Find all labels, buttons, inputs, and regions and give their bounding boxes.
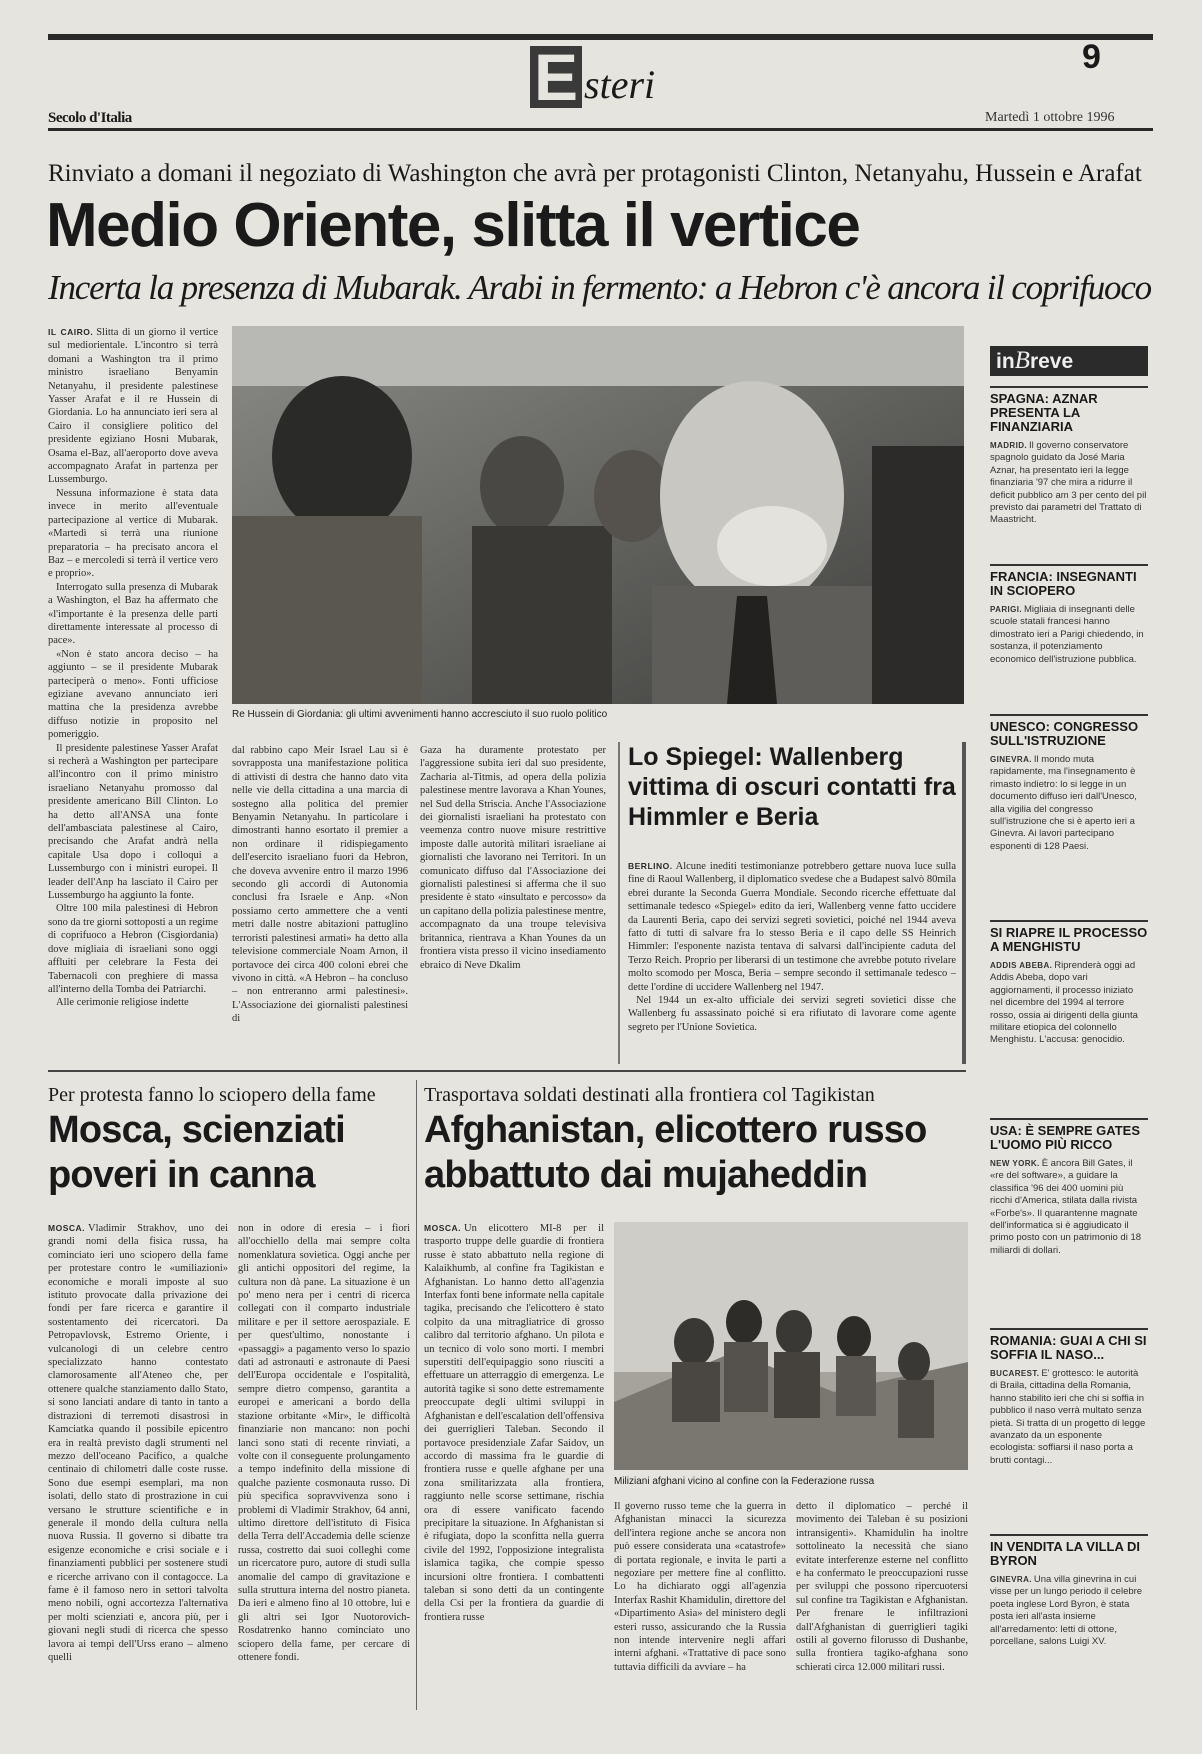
brief-item	[990, 564, 1148, 704]
brief-dateline: MADRID.	[990, 441, 1028, 450]
brief-title: UNESCO: CONGRESSO SULL'ISTRUZIONE	[990, 719, 1139, 748]
brief-text: Migliaia di insegnanti delle scuole statali francesi hanno dimostrato ieri a Parigi chiedendo, in sostanza, il potenziamento economico dell'istruzione pubblica.	[990, 604, 1144, 665]
photo-image	[232, 326, 964, 704]
afghan-text: Un elicottero MI-8 per il trasporto truppe delle guardie di frontiera russe è stato abbattuto nella regione di Kalaikhumb, al confine fra Tagikistan e Afghanistan. Lo hanno detto all'agenzia Interfax fonti bene informate nella capitale tagika, precisando che l'elicottero è stato colpito da una mitragliatrice di grosso calibro dal territorio afghano. Un pilota e un tecnico di volo sono morti. I membri superstiti dell'equipaggio sono riusciti a effettuare un atterraggio di emergenza. Le autorità tagike si sono dette estremamente preoccupate degli ultimi sviluppi in Afghanistan e dell'escalation dell'offensiva dei guerriglieri Taleban. Secondo il portavoce presidenziale Zafar Saidov, un accordo di massima fra le guardie di frontiera russe e quelle afghane per una zona smilitarizzata alla frontiera, raggiunto nelle scorse settimane, rischia ora di essere vanificato facendo precipitare la situazione. In Afghanistan si è rifugiata, dopo la sconfitta nella guerra civile del 1992, l'opposizione integralista islamica tagika, che compie spesso incursioni oltre frontiera. I combattenti taleban si sono detti da un contingente della Csi per la frontiera da guardie di frontiera russe	[424, 1223, 604, 1623]
mosca-headline: Mosca, scienziati poveri in canna	[48, 1109, 345, 1196]
brief-dateline: BUCAREST.	[990, 1369, 1040, 1378]
brief-item	[990, 386, 1148, 554]
main-text: dal rabbino capo Meir Israel Lau si è sovrapposta una manifestazione politica di attivisti di destra che hanno dato vita nelle vie della cittadina a una marcia di sostegno alla politica del premier Benyamin Netanyahu. In particolare i dimostranti hanno esortato il premier a non ordinare il ridispiegamento dell'esercito israeliano fuori da Hebron, che doveva avvenire entro il marzo 1996 secondo gli accordi di Autonomia conclusi fra Israele e Anp. «Non possiamo certo ammettere che a venti metri dalle nostre abitazioni pattuglino terroristi palestinesi armati» ha detto alla televisione commerciale Noam Arnon, il portavoce dei circa 400 coloni ebrei che vivono in città. «A Hebron – ha concluso – non entreranno armi palestinesi». L'Associazione dei giornalisti palestinesi di	[232, 745, 408, 1025]
brief-item	[990, 1118, 1148, 1318]
afghan-kicker: Trasportava soldati destinati alla frontiera col Tagikistan	[424, 1084, 875, 1106]
brief-dateline: GINEVRA.	[990, 1575, 1032, 1584]
mosca-text: Vladimir Strakhov, uno dei grandi nomi della fisica russa, ha cominciato ieri uno sciopero della fame per protestare contro le «umiliazioni» economiche e morali imposte al suo istituto provocate dalla privazione dei fondi per fare ricerca e garantire il sostentamento dei ricercatori. Da Petropavlovsk, Estremo Oriente, i vulcanologi di un celebre centro specializzato hanno contestato clamorosamente all'Ateneo che, per ottenere qualche stanziamento dallo Stato, si sono lanciati andare di tanto in tanto a distrazioni di terremoti disastrosi in Kamciatka quando il possibile epicentro era in realtà previsto dagli strumenti nel mezzo dell'oceano Pacifico, a qualche centinaio di chilometri dalle coste russe. Sono due esempi esemplari, ma non isolati, dello stato di prostrazione in cui versano le strutture scientifiche e in generale il mondo della cultura nella nuova Russia. Il governo si dibatte tra esigenze economiche e crisi sociale e i finanziamenti pubblici per sostenere studi e ricerche arrivano con il contagocce. La fame è il famoso nero in settori talvolta meno nobili, ogni accortezza l'alternativa per molti scienziati e, ancora più, per i giovani negli studi di ricerca che spesso lavora ai tempi dell'Urss erano – almeno quelli	[48, 1223, 228, 1663]
main-text: Gaza ha duramente protestato per l'aggressione subita ieri dal suo presidente, Zacharia al-Titmis, ad opera della polizia palestinese mentre lavorava a Khan Younes, nel Sud della Striscia. Anche l'Associazione dei giornalisti israeliani ha protestato con veemenza contro nuove misure restrittive imposte dalle autorità militari israeliane ai giornalisti che lavorano nei Territori. In un comunicato diffuso dal l'Associazione dei giornalisti palestinesi si afferma che il suo presidente è stato «insultato e percosso» da un capitano della polizia palestinese mentre, accompagnato da una troupe televisiva britannica, rientrava a Khan Younes da un frontiera vista presso il vicino insediamento ebraico di Neve Dkalim	[420, 745, 606, 971]
main-text: Oltre 100 mila palestinesi di Hebron sono da tre giorni sottoposti a un regime di coprifuoco a Hebron (Cisgiordania) dove migliaia di israeliani sono oggi affluiti per celebrare la Festa dei Tabernacoli con preghiere di massa all'interno della Tomba dei Patriarchi.	[48, 903, 218, 995]
in-breve-sidebar	[990, 346, 1148, 1694]
afghan-photo-caption: Miliziani afghani vicino al confine con la Federazione russa	[614, 1476, 875, 1487]
main-column-3	[420, 744, 606, 1064]
mosca-text: non in odore di eresia – i fiori all'occhiello della mai sempre colta nomenklatura sovietica. Oggi anche per gli antichi oppositori del regime, la cultura non dà pane. La situazione è un po' meno nera per i centri di ricerca collegati con il comparto industriale militare e per il settore aerospaziale. E per quest'ultimo, nonostante i «passaggi» a pagamento verso lo spazio dati ad astronauti e astronaute di Paesi dell'Europa occidentale e l'ospitalità, sempre dietro compenso, garantita a europei e americani a bordo della stazione orbitante «Mir», le difficoltà finanziarie non mancano: non pochi lanci sono stati di recente rinviati, a volte con il conseguente prolungamento a tempo indefinito della missione di qualche paziente cosmonauta russo. Di più specifica sopravvivenza sono i problemi di Vladimir Strakhov, 64 anni, ultimo direttore dell'istituto di Fisica della Terra dell'Accademia delle scienze russa, costretto dai suoi colleghi come un ricercatore puro, autore di studi sulla anomalie del campo di gravitazione e sulla struttura interna del nostro pianeta. Da ieri e almeno fino al 10 ottobre, lui e gli altri sei Igor Nuotorovich-Rosdatrenko hanno cominciato uno sciopero della fame, per cercare di ottenere fondi.	[238, 1223, 410, 1663]
photo-caption: Re Hussein di Giordania: gli ultimi avvenimenti hanno accresciuto il suo ruolo politico	[232, 709, 608, 720]
brief-title: USA: È SEMPRE GATES L'UOMO PIÙ RICCO	[990, 1123, 1141, 1152]
brief-title: IN VENDITA LA VILLA DI BYRON	[990, 1539, 1140, 1568]
mosca-kicker: Per protesta fanno lo sciopero della fame	[48, 1084, 376, 1106]
afghan-text: detto il diplomatico – perché il movimento dei Taleban è su posizioni intransigenti». Khamidulin ha inoltre sottolineato la necessità che siano evitate interferenze esterne nel conflitto e ha confermato le preoccupazioni russe per sviluppi che possono ripercuotersi sul confine tra Tagikistan e Afghanistan. Per frenare le infiltrazioni dall'Afghanistan di guerriglieri tagiki ostili al governo filorusso di Dushanbe, sulla frontiera tagiko-afghana sono schierati circa 12.000 militari russi.	[796, 1501, 968, 1673]
spiegel-body	[628, 860, 956, 1060]
masthead-rule	[48, 128, 1153, 131]
brief-item	[990, 1534, 1148, 1694]
mosca-column-1	[48, 1222, 228, 1708]
column-divider	[416, 1080, 417, 1710]
brief-dateline: NEW YORK.	[990, 1159, 1040, 1168]
page-number: 9	[1082, 38, 1101, 76]
brief-text: Una villa ginevrina in cui visse per un lungo periodo il celebre poeta inglese Lord Byron, è stata posta ieri all'asta insieme all'arredamento: letti di ottone, porcellane, salons Luigi XV.	[990, 1574, 1143, 1648]
afghan-text: Il governo russo teme che la guerra in Afghanistan minacci la sicurezza dell'intera regione anche se ancora non può essere considerata una «catastrofe» di portata regionale, e invita le parti a negoziare per mettere fine al conflitto. Lo ha dichiarato oggi all'agenzia Interfax Rashit Khamidulin, direttore del «Dipartimento Asia» del ministero degli esteri russo, assicurando che la Russia non intende intervenire negli affari interni afghani. «Trattative di pace sono tuttavia difficili da avviare – ha	[614, 1501, 786, 1673]
brief-item	[990, 920, 1148, 1108]
brief-dateline: GINEVRA.	[990, 755, 1032, 764]
main-subhead: Incerta la presenza di Mubarak. Arabi in fermento: a Hebron c'è ancora il coprifuoco	[48, 268, 1151, 307]
issue-date: Martedì 1 ottobre 1996	[985, 110, 1115, 125]
spiegel-dateline: BERLINO.	[628, 861, 673, 871]
main-text: Slitta di un giorno il vertice sul mediorientale. L'incontro si terrà domani a Washington tra il primo ministro israeliano Benyamin Netanyahu, il presidente palestinese Yasser Arafat e il re Hussein di Giordania. Lo ha annunciato ieri sera al Cairo il consigliere politico del presidente egiziano Hosni Mubarak, Osama el-Baz, all'aeroporto dove aveva accompagnato Arafat in partenza per Lussemburgo.	[48, 327, 218, 486]
mosca-column-2	[238, 1222, 410, 1708]
mosca-dateline: MOSCA.	[48, 1223, 85, 1233]
main-text: Il presidente palestinese Yasser Arafat si recherà a Washington per partecipare all'incontro con il primo ministro israeliano Netanyahu promosso dal presidente americano Bill Clinton. Lo ha detto all'ANSA una fonte dell'ambasciata palestinese al Cairo, precisando che Arafat andrà nella capitale Usa dopo i colloqui a Lussemburgo con i ministri europei. Il leader dell'Anp ha lasciato il Cairo per Lussemburgo ha aggiunto la fonte.	[48, 742, 218, 902]
photo-afghan-militia	[614, 1222, 968, 1470]
story-separator	[48, 1070, 966, 1072]
main-headline: Medio Oriente, slitta il vertice	[46, 191, 860, 260]
brief-item	[990, 714, 1148, 910]
in-breve-logo	[990, 346, 1148, 376]
brief-title: FRANCIA: INSEGNANTI IN SCIOPERO	[990, 569, 1137, 598]
main-column-1	[48, 326, 218, 1068]
brief-text: Il governo conservatore spagnolo guidato da José Maria Aznar, ha presentato ieri la legge finanziaria '97 che mira a ridurre il deficit pubblico am 3 per cento del pil previsto dai parametri del Trattato di Maastricht.	[990, 440, 1147, 526]
spiegel-headline: Lo Spiegel: Wallenberg vittima di oscuri contatti fra Himmler e Beria	[628, 743, 956, 831]
spiegel-text: Nel 1944 un ex-alto ufficiale dei servizi segreti sovietici disse che Wallenberg fu assassinato poiché si era rifiutato di lavorare come agente segreto per l'Unione Sovietica.	[628, 995, 956, 1033]
main-text: Alle cerimonie religiose indette	[56, 997, 189, 1009]
afghan-headline: Afghanistan, elicottero russo abbattuto dai mujaheddin	[424, 1109, 927, 1196]
main-column-2	[232, 744, 408, 1064]
afghan-column-1	[424, 1222, 604, 1708]
brief-title: ROMANIA: GUAI A CHI SI SOFFIA IL NASO...	[990, 1333, 1147, 1362]
afghan-column-3	[796, 1500, 968, 1708]
brief-dateline: ADDIS ABEBA.	[990, 961, 1053, 970]
main-text: Nessuna informazione è stata data invece in merito all'eventuale partecipazione al vertice di Mubarak. «Martedì si terrà una riunione preparatoria – ha precisato ancora el Baz – e mercoledì si terrà il vertice vero e proprio».	[48, 487, 218, 580]
section-initial: E	[530, 46, 582, 108]
brief-text: Riprenderà oggi ad Addis Abeba, dopo vari aggiornamenti, il processo iniziato nel dicembre del 1994 al terrore rosso, ossia ai dirigenti della giunta militare etiopica del colonnello Menghistu. L'accusa: genocidio.	[990, 960, 1138, 1046]
box-rule-left	[618, 742, 620, 1064]
brief-text: Il mondo muta rapidamente, ma l'insegnamento è rimasto indietro: lo si legge in un documento diffuso ieri dall'Unesco, alla vigilia del congresso sull'istruzione che si è aperto ieri a Ginevra. Ai lavori partecipano esponenti di 128 Paesi.	[990, 754, 1137, 852]
afghan-column-2	[614, 1500, 786, 1708]
spiegel-text: Alcune inediti testimonianze potrebbero gettare nuova luce sulla fine di Raoul Wallenberg, il diplomatico svedese che a Budapest salvò 80mila ebrei durante la Seconda Guerra Mondiale. Secondo ricerche effettuate dal settimanale tedesco «Spiegel» edito da ieri, Wallenberg venne fatto uccidere da Laurenti Beria, capo dei servizi segreti sovietici, poiché nel 1944 aveva fatto di tutti di salvare fra lo stesso Beria e il capo delle SS Heinrich Himmler: l'esponente nazista tentava di salvarsi dall'incipiente caduta del Terzo Reich. Proprio per liberarsi di un testimone che avrebbe potuto rivelare molto scomodo per Mosca, Beria – sempre secondo il settimanale tedesco – dette l'ordine di uccidere Wallenberg nel 1947.	[628, 861, 956, 993]
logo-rest: reve	[1029, 350, 1074, 373]
brief-text: E' grottesco: le autorità di Braila, cittadina della Romania, hanno stabilito ieri che chi si soffia in pubblico il naso verrà multato senza pietà. Si tratta di un progetto di legge avanzato da un esponente ecologista: soffiarsi il naso porta a brutti contagi...	[990, 1368, 1146, 1466]
photo-image	[614, 1222, 968, 1470]
paper-name: Secolo d'Italia	[48, 110, 132, 126]
main-text: «Non è stato ancora deciso – ha aggiunto – se il presidente Mubarak parteciperà o meno». Fonti ufficiose egiziane avevano annunciato ieri mattina che la presidenza avrebbe diffuso notizie in proposito nel pomeriggio.	[48, 648, 218, 741]
brief-title: SI RIAPRE IL PROCESSO A MENGHISTU	[990, 925, 1148, 954]
main-dateline: IL CAIRO.	[48, 327, 94, 337]
logo-in: in	[996, 350, 1015, 373]
main-text: Interrogato sulla presenza di Mubarak a Washington, el Baz ha affermato che «l'importante è la presenza delle parti direttamente interessate al processo di pace».	[48, 581, 218, 647]
box-rule-right	[962, 742, 966, 1064]
brief-title: SPAGNA: AZNAR PRESENTA LA FINANZIARIA	[990, 391, 1098, 434]
brief-text: È ancora Bill Gates, il «re del software», a guidare la classifica '96 dei 400 uomini più ricchi d'America, stilata dalla rivista «Forbe's». Il quarantenne magnate dell'informatica si è aggiudicato il primo posto con un patrimonio di 18 miliardi di dollari.	[990, 1158, 1142, 1256]
afghan-dateline: MOSCA.	[424, 1223, 461, 1233]
section-rest: steri	[584, 62, 656, 107]
photo-king-hussein	[232, 326, 964, 704]
brief-dateline: PARIGI.	[990, 605, 1022, 614]
logo-b: B	[1014, 347, 1030, 374]
main-kicker: Rinviato a domani il negoziato di Washington che avrà per protagonisti Clinton, Netanyahu, Hussein e Arafat	[48, 160, 1142, 187]
brief-item	[990, 1328, 1148, 1524]
section-title	[530, 38, 656, 114]
